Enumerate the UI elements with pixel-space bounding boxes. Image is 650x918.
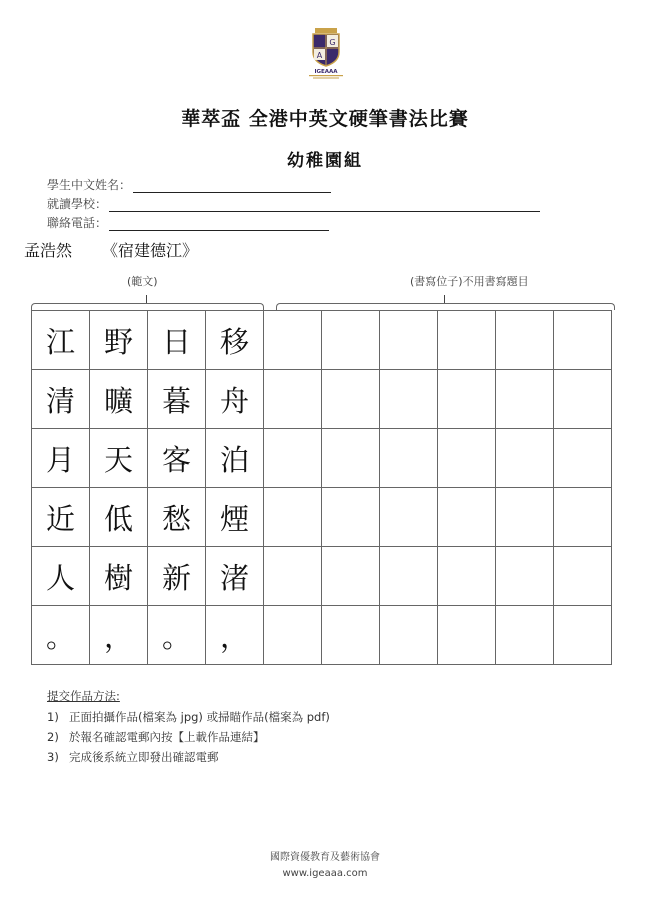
instruction-text: 正面拍攝作品(檔案為 jpg) 或掃瞄作品(檔案為 pdf)	[69, 710, 330, 724]
grid-row	[32, 606, 612, 665]
shield-logo-icon	[295, 26, 357, 80]
page-title: 華萃盃 全港中英文硬筆書法比賽	[181, 108, 469, 130]
sample-cell: ，	[206, 606, 264, 665]
svg-text:IGEAAA: IGEAAA	[314, 69, 338, 75]
sample-cell: 曠	[90, 370, 148, 429]
instruction-number: 3)	[47, 750, 59, 764]
writing-cell[interactable]	[322, 547, 380, 606]
svg-text:G: G	[329, 38, 336, 47]
writing-cell[interactable]	[322, 488, 380, 547]
writing-cell[interactable]	[438, 488, 496, 547]
writing-area-label: (書寫位子)不用書寫題目	[410, 275, 529, 288]
writing-cell[interactable]	[380, 429, 438, 488]
writing-cell[interactable]	[264, 311, 322, 370]
grid-row	[32, 547, 612, 606]
sample-cell: 日	[148, 311, 206, 370]
sample-cell: 江	[32, 311, 90, 370]
writing-cell[interactable]	[322, 429, 380, 488]
sample-label: (範文)	[127, 275, 158, 288]
svg-text:A: A	[316, 51, 323, 60]
student-name-label: 學生中文姓名：	[47, 178, 132, 192]
sample-cell: 野	[90, 311, 148, 370]
student-name-field	[47, 176, 331, 193]
sample-cell: 近	[32, 488, 90, 547]
writing-cell[interactable]	[554, 606, 612, 665]
writing-cell[interactable]	[380, 311, 438, 370]
writing-cell[interactable]	[264, 370, 322, 429]
calligraphy-grid	[31, 310, 612, 665]
sample-cell: 愁	[148, 488, 206, 547]
sample-cell: 清	[32, 370, 90, 429]
category-subtitle: 幼稚園組	[287, 151, 363, 171]
poem-heading	[24, 238, 198, 261]
writing-cell[interactable]	[438, 606, 496, 665]
footer-website[interactable]: www.igeaaa.com	[282, 868, 368, 879]
writing-cell[interactable]	[380, 606, 438, 665]
student-name-input[interactable]	[133, 180, 331, 193]
sample-cell: 月	[32, 429, 90, 488]
writing-cell[interactable]	[264, 429, 322, 488]
writing-cell[interactable]	[554, 370, 612, 429]
sample-cell: 天	[90, 429, 148, 488]
writing-cell[interactable]	[380, 547, 438, 606]
sample-cell: 渚	[206, 547, 264, 606]
writing-cell[interactable]	[264, 547, 322, 606]
sample-cell: ，	[90, 606, 148, 665]
writing-cell[interactable]	[496, 429, 554, 488]
sample-brace	[31, 303, 264, 310]
grid-row	[32, 311, 612, 370]
writing-cell[interactable]	[496, 370, 554, 429]
writing-cell[interactable]	[554, 429, 612, 488]
school-field	[47, 195, 540, 212]
writing-brace	[276, 303, 615, 310]
writing-cell[interactable]	[496, 488, 554, 547]
phone-field	[47, 214, 329, 231]
instruction-number: 2)	[47, 730, 59, 744]
writing-brace-tick	[444, 295, 445, 303]
instruction-item	[47, 729, 330, 745]
sample-cell: 人	[32, 547, 90, 606]
writing-cell[interactable]	[322, 606, 380, 665]
writing-cell[interactable]	[554, 311, 612, 370]
writing-cell[interactable]	[496, 606, 554, 665]
grid-row	[32, 370, 612, 429]
poem-title: 《宿建德江》	[102, 241, 199, 260]
phone-input[interactable]	[109, 218, 329, 231]
writing-cell[interactable]	[438, 547, 496, 606]
instruction-number: 1)	[47, 710, 59, 724]
sample-cell: 。	[148, 606, 206, 665]
writing-cell[interactable]	[554, 547, 612, 606]
sample-cell: 舟	[206, 370, 264, 429]
school-input[interactable]	[109, 199, 540, 212]
instruction-item	[47, 749, 330, 765]
poem-author: 孟浩然	[24, 241, 73, 260]
writing-cell[interactable]	[554, 488, 612, 547]
sample-cell: 泊	[206, 429, 264, 488]
sample-cell: 樹	[90, 547, 148, 606]
writing-cell[interactable]	[322, 370, 380, 429]
sample-cell: 低	[90, 488, 148, 547]
writing-cell[interactable]	[380, 370, 438, 429]
instructions-heading: 提交作品方法:	[47, 689, 120, 703]
instruction-text: 於報名確認電郵內按【上載作品連結】	[69, 730, 265, 744]
igeaaa-logo	[295, 26, 357, 80]
writing-cell[interactable]	[380, 488, 438, 547]
sample-cell: 新	[148, 547, 206, 606]
instruction-text: 完成後系統立即發出確認電郵	[69, 750, 219, 764]
instruction-item	[47, 709, 330, 725]
footer-org: 國際資優教育及藝術協會	[270, 852, 380, 863]
sample-cell: 。	[32, 606, 90, 665]
grid-row	[32, 429, 612, 488]
sample-cell: 暮	[148, 370, 206, 429]
school-label: 就讀學校：	[47, 197, 108, 211]
sample-cell: 客	[148, 429, 206, 488]
writing-cell[interactable]	[438, 311, 496, 370]
phone-label: 聯絡電話：	[47, 216, 108, 230]
writing-cell[interactable]	[438, 429, 496, 488]
writing-cell[interactable]	[264, 488, 322, 547]
writing-cell[interactable]	[322, 311, 380, 370]
sample-cell: 移	[206, 311, 264, 370]
grid-row	[32, 488, 612, 547]
writing-cell[interactable]	[438, 370, 496, 429]
sample-brace-tick	[146, 295, 147, 303]
sample-cell: 煙	[206, 488, 264, 547]
writing-cell[interactable]	[264, 606, 322, 665]
submission-instructions	[47, 688, 330, 765]
writing-cell[interactable]	[496, 311, 554, 370]
writing-cell[interactable]	[496, 547, 554, 606]
